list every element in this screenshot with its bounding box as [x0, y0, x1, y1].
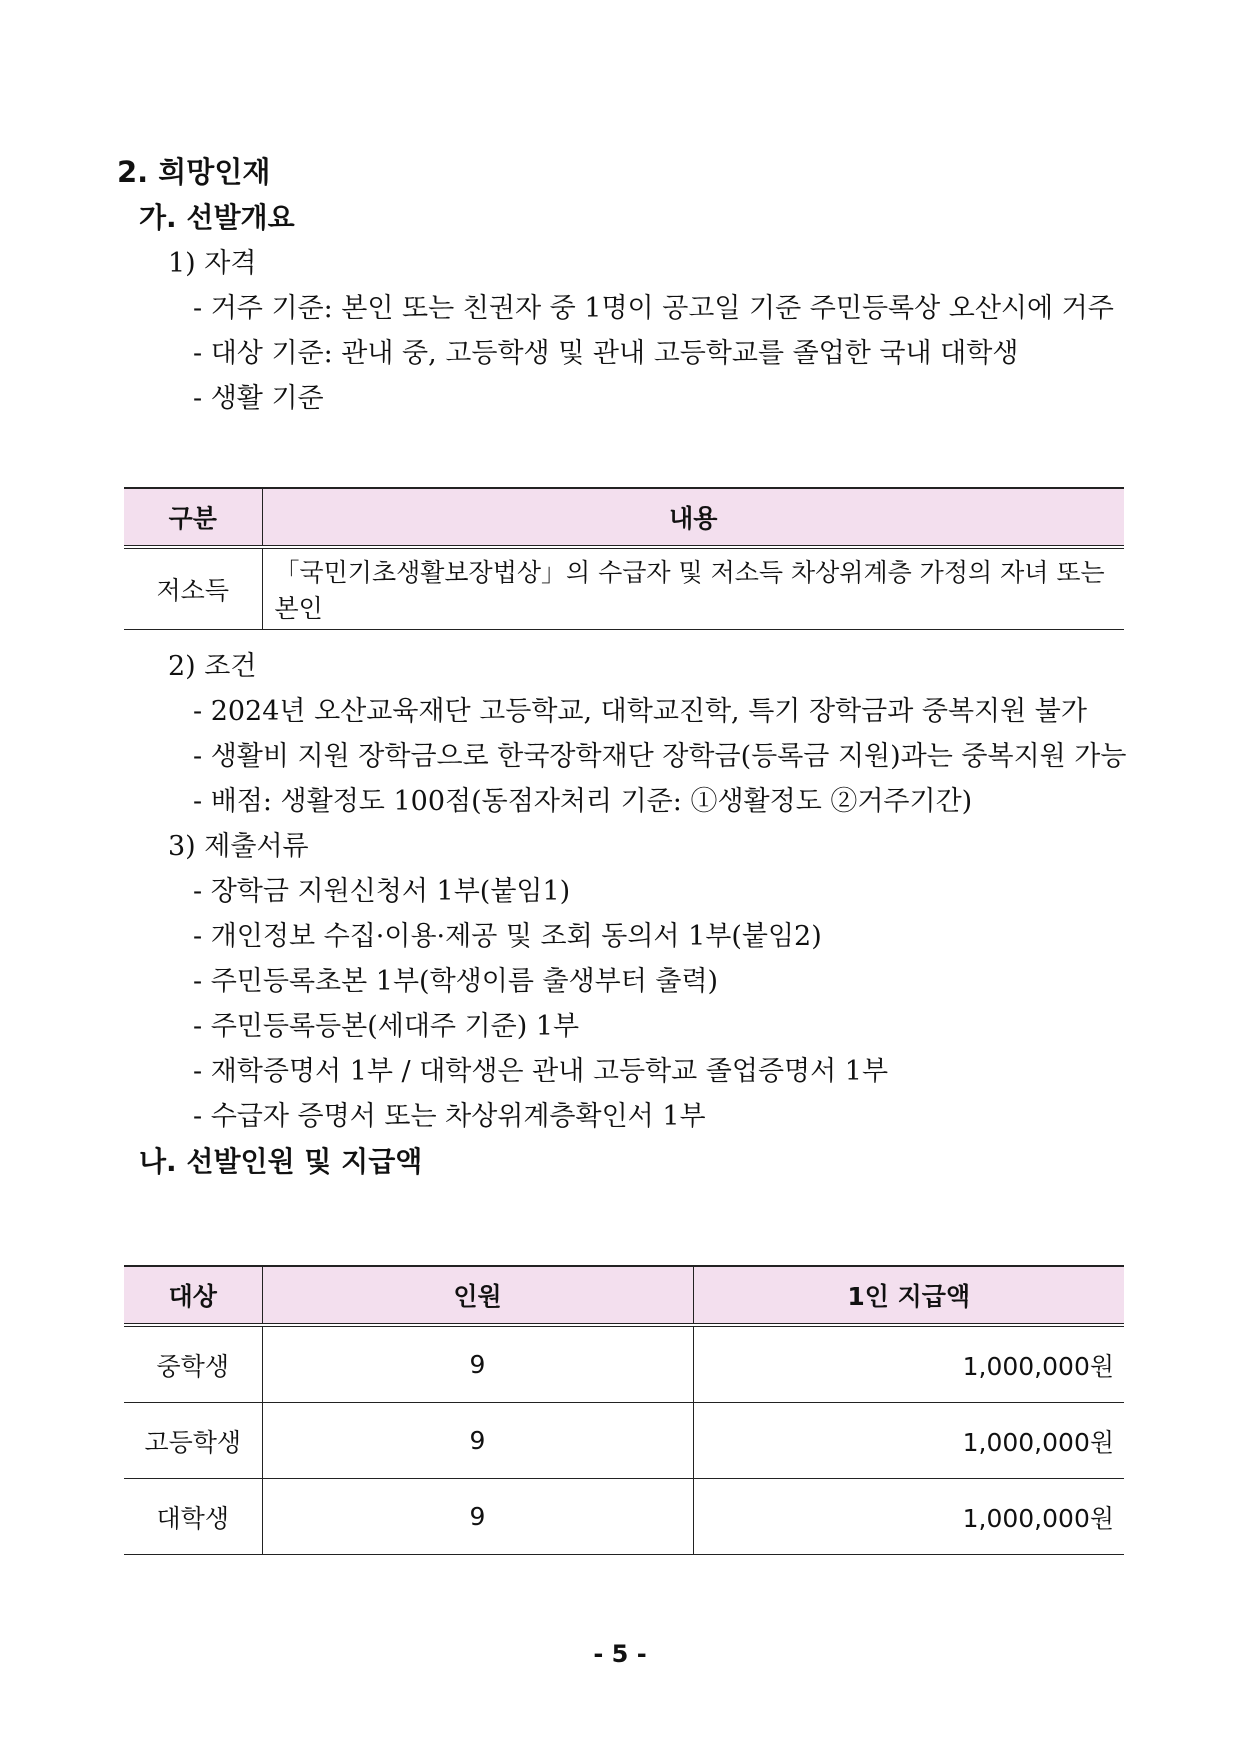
- table-row: [124, 1325, 1124, 1403]
- table-header-cell: 구분: [124, 488, 262, 547]
- table-cell: 중학생: [124, 1325, 262, 1403]
- list-item: - 생활비 지원 장학금으로 한국장학재단 장학금(등록금 지원)과는 중복지원 가능: [193, 741, 1127, 772]
- selection-amount-table: [124, 1265, 1124, 1555]
- table-cell: 고등학생: [124, 1403, 262, 1479]
- table-cell: 9: [262, 1325, 693, 1403]
- documents-heading: 3) 제출서류: [168, 831, 309, 862]
- list-item: - 거주 기준: 본인 또는 친권자 중 1명이 공고일 기준 주민등록상 오산시에 거주: [193, 293, 1114, 324]
- table-row: [124, 1403, 1124, 1479]
- conditions-heading: 2) 조건: [168, 651, 257, 682]
- list-item: - 주민등록초본 1부(학생이름 출생부터 출력): [193, 966, 719, 997]
- table-header-cell: 내용: [262, 488, 1124, 547]
- table-cell: 1,000,000원: [693, 1403, 1124, 1479]
- table-cell: 1,000,000원: [693, 1479, 1124, 1555]
- table-cell: 저소득: [124, 547, 262, 630]
- living-criteria-table: [124, 487, 1124, 630]
- list-item: - 주민등록등본(세대주 기준) 1부: [193, 1011, 580, 1042]
- section-title: 2. 희망인재: [117, 155, 271, 189]
- table-row: [124, 547, 1124, 630]
- list-item: - 대상 기준: 관내 중, 고등학생 및 관내 고등학교를 졸업한 국내 대학생: [193, 338, 1019, 369]
- table-header-row: [124, 488, 1124, 547]
- table-cell: 1,000,000원: [693, 1325, 1124, 1403]
- subsection-title-b: 나. 선발인원 및 지급액: [139, 1145, 423, 1178]
- subsection-title-a: 가. 선발개요: [139, 201, 295, 234]
- list-item: - 장학금 지원신청서 1부(붙임1): [193, 876, 571, 907]
- table-header-cell: 1인 지급액: [693, 1266, 1124, 1325]
- list-item: - 개인정보 수집·이용·제공 및 조회 동의서 1부(붙임2): [193, 921, 822, 952]
- table-row: [124, 1479, 1124, 1555]
- table-header-row: [124, 1266, 1124, 1325]
- page-number: - 5 -: [593, 1640, 647, 1668]
- table-cell: 9: [262, 1479, 693, 1555]
- qualification-heading: 1) 자격: [168, 248, 257, 279]
- list-item: - 2024년 오산교육재단 고등학교, 대학교진학, 특기 장학금과 중복지원 불가: [193, 696, 1087, 727]
- table-cell: 9: [262, 1403, 693, 1479]
- table-header-cell: 인원: [262, 1266, 693, 1325]
- table-cell: 대학생: [124, 1479, 262, 1555]
- list-item: - 생활 기준: [193, 383, 324, 414]
- table-cell: 「국민기초생활보장법상」의 수급자 및 저소득 차상위계층 가정의 자녀 또는 본인: [262, 547, 1124, 630]
- list-item: - 재학증명서 1부 / 대학생은 관내 고등학교 졸업증명서 1부: [193, 1056, 889, 1087]
- list-item: - 수급자 증명서 또는 차상위계층확인서 1부: [193, 1101, 706, 1132]
- table-header-cell: 대상: [124, 1266, 262, 1325]
- list-item: - 배점: 생활정도 100점(동점자처리 기준: ①생활정도 ②거주기간): [193, 786, 973, 817]
